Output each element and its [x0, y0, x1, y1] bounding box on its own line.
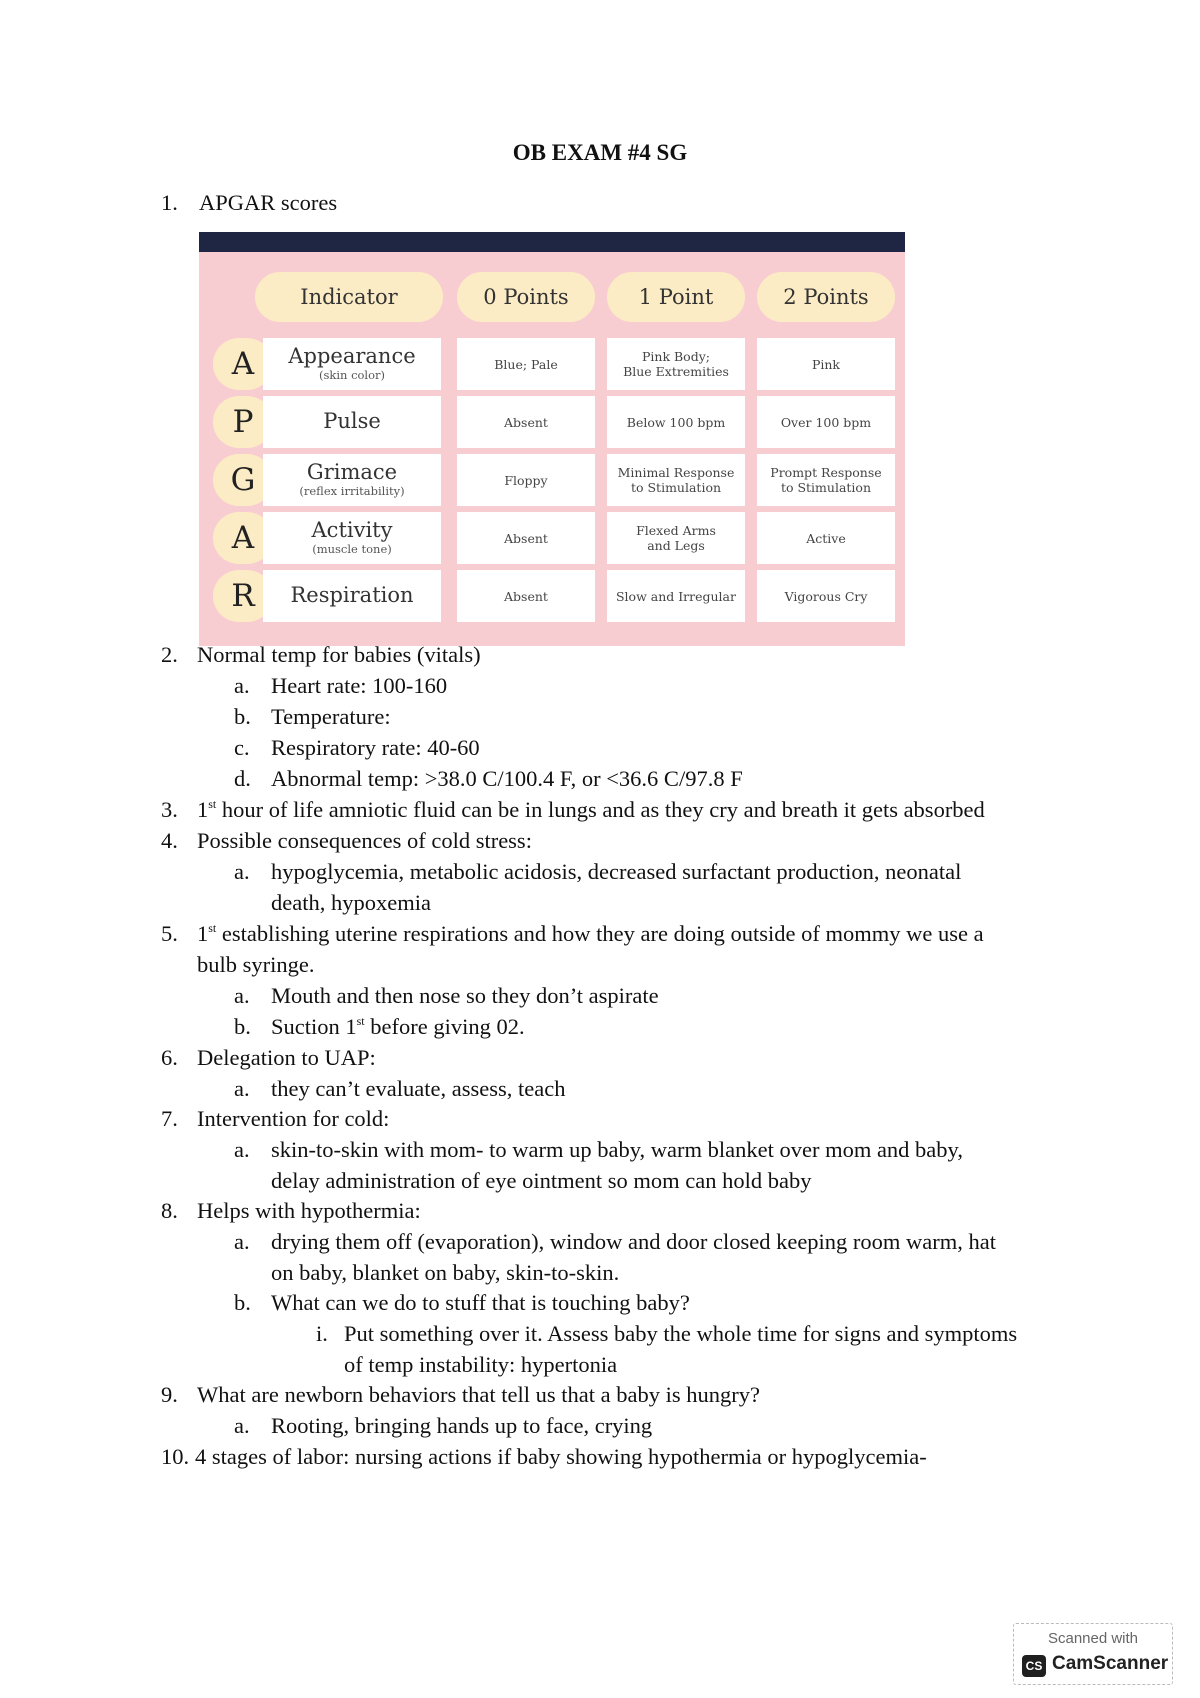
list-text: skin-to-skin with mom- to warm up baby, warm blanket over mom and baby, — [271, 1137, 963, 1162]
indicator-name: Grimace — [306, 460, 398, 484]
list-number: 4. — [161, 828, 178, 853]
list-text: Heart rate: 100-160 — [271, 673, 448, 698]
row-letter: A — [213, 338, 273, 390]
table-header-bar — [199, 232, 905, 252]
indicator-cell — [263, 512, 441, 564]
row-letter: P — [213, 396, 273, 448]
list-letter: a. — [234, 1076, 250, 1101]
list-number: 8. — [161, 1198, 178, 1223]
score-1-cell: Slow and Irregular — [607, 570, 745, 622]
list-letter: b. — [234, 1014, 251, 1039]
list-text: on baby, blanket on baby, skin-to-skin. — [271, 1260, 620, 1285]
camscanner-watermark — [1013, 1623, 1173, 1685]
indicator-cell — [263, 338, 441, 390]
list-number: 3. — [161, 797, 178, 822]
watermark-brand: CamScanner — [1052, 1653, 1169, 1674]
list-letter: a. — [234, 1229, 250, 1254]
list-text: Put something over it. Assess baby the whole time for signs and symptoms — [344, 1321, 1018, 1346]
list-text: they can’t evaluate, assess, teach — [271, 1076, 566, 1101]
indicator-cell — [263, 570, 441, 622]
score-1-cell: Below 100 bpm — [607, 396, 745, 448]
list-number: 7. — [161, 1106, 178, 1131]
list-number: 5. — [161, 921, 178, 946]
header-0-points: 0 Points — [457, 272, 595, 322]
watermark-caption: Scanned with — [1047, 1630, 1139, 1647]
indicator-subtitle: (reflex irritability) — [299, 484, 405, 498]
score-0-cell: Absent — [457, 396, 595, 448]
score-2-cell: Pink — [757, 338, 895, 390]
list-letter: b. — [234, 1290, 251, 1315]
list-text: Mouth and then nose so they don’t aspirate — [271, 983, 659, 1008]
list-text: drying them off (evaporation), window and door closed keeping room warm, hat — [271, 1229, 997, 1254]
list-letter: a. — [234, 983, 250, 1008]
score-0-cell: Absent — [457, 570, 595, 622]
list-letter: a. — [234, 1137, 250, 1162]
list-text: 4 stages of labor: nursing actions if baby showing hypothermia or hypoglycemia- — [195, 1444, 927, 1469]
list-text: 1st establishing uterine respirations and how they are doing outside of mommy we use a — [197, 921, 984, 946]
score-0-cell: Absent — [457, 512, 595, 564]
list-text: What are newborn behaviors that tell us that a baby is hungry? — [197, 1382, 760, 1407]
list-letter: a. — [234, 1413, 250, 1438]
list-number: 10. — [161, 1444, 190, 1469]
header-1-point: 1 Point — [607, 272, 745, 322]
apgar-table — [199, 232, 905, 646]
header-indicator: Indicator — [255, 272, 443, 322]
indicator-name: Appearance — [288, 344, 416, 368]
list-text: death, hypoxemia — [271, 890, 431, 915]
list-roman: i. — [316, 1321, 328, 1346]
indicator-cell — [263, 454, 441, 506]
list-text: Temperature: — [271, 704, 391, 729]
score-1-cell: Minimal Response to Stimulation — [607, 454, 745, 506]
list-letter: d. — [234, 766, 251, 791]
score-2-cell: Prompt Response to Stimulation — [757, 454, 895, 506]
list-text: bulb syringe. — [197, 952, 315, 977]
score-0-cell: Blue; Pale — [457, 338, 595, 390]
list-text: Respiratory rate: 40-60 — [271, 735, 480, 760]
list-text: Abnormal temp: >38.0 C/100.4 F, or <36.6 C/97.8 F — [271, 766, 743, 791]
indicator-name: Respiration — [290, 583, 414, 607]
indicator-name: Pulse — [323, 409, 381, 433]
list-text: delay administration of eye ointment so mom can hold baby — [271, 1168, 812, 1193]
list-number: 2. — [161, 642, 178, 667]
camscanner-logo-icon: CS — [1022, 1655, 1046, 1677]
document-title: OB EXAM #4 SG — [512, 140, 688, 165]
score-1-cell: Pink Body; Blue Extremities — [607, 338, 745, 390]
list-letter: b. — [234, 704, 251, 729]
list-number: 9. — [161, 1382, 178, 1407]
header-2-points: 2 Points — [757, 272, 895, 322]
list-text: hypoglycemia, metabolic acidosis, decreased surfactant production, neonatal — [271, 859, 962, 884]
indicator-name: Activity — [311, 518, 393, 542]
list-text: Suction 1st before giving 02. — [271, 1014, 525, 1039]
list-text: Intervention for cold: — [197, 1106, 390, 1131]
list-text: Possible consequences of cold stress: — [197, 828, 532, 853]
score-2-cell: Over 100 bpm — [757, 396, 895, 448]
list-text: of temp instability: hypertonia — [344, 1352, 618, 1377]
list-number: 6. — [161, 1045, 178, 1070]
list-letter: a. — [234, 859, 250, 884]
list-text: Helps with hypothermia: — [197, 1198, 421, 1223]
row-letter: A — [213, 512, 273, 564]
list-text: What can we do to stuff that is touching baby? — [271, 1290, 690, 1315]
list-text: Delegation to UAP: — [197, 1045, 376, 1070]
list-text: 1st hour of life amniotic fluid can be in lungs and as they cry and breath it gets absorbed — [197, 797, 985, 822]
indicator-subtitle: (skin color) — [318, 368, 386, 382]
row-letter: G — [213, 454, 273, 506]
list-number: 1. — [161, 190, 178, 215]
score-2-cell: Active — [757, 512, 895, 564]
indicator-subtitle: (muscle tone) — [312, 542, 392, 556]
score-2-cell: Vigorous Cry — [757, 570, 895, 622]
row-letter: R — [213, 570, 273, 622]
list-text: APGAR scores — [199, 190, 338, 215]
indicator-cell — [263, 396, 441, 448]
list-text: Normal temp for babies (vitals) — [197, 642, 481, 667]
score-1-cell: Flexed Arms and Legs — [607, 512, 745, 564]
list-letter: a. — [234, 673, 250, 698]
list-text: Rooting, bringing hands up to face, crying — [271, 1413, 653, 1438]
list-letter: c. — [234, 735, 250, 760]
score-0-cell: Floppy — [457, 454, 595, 506]
